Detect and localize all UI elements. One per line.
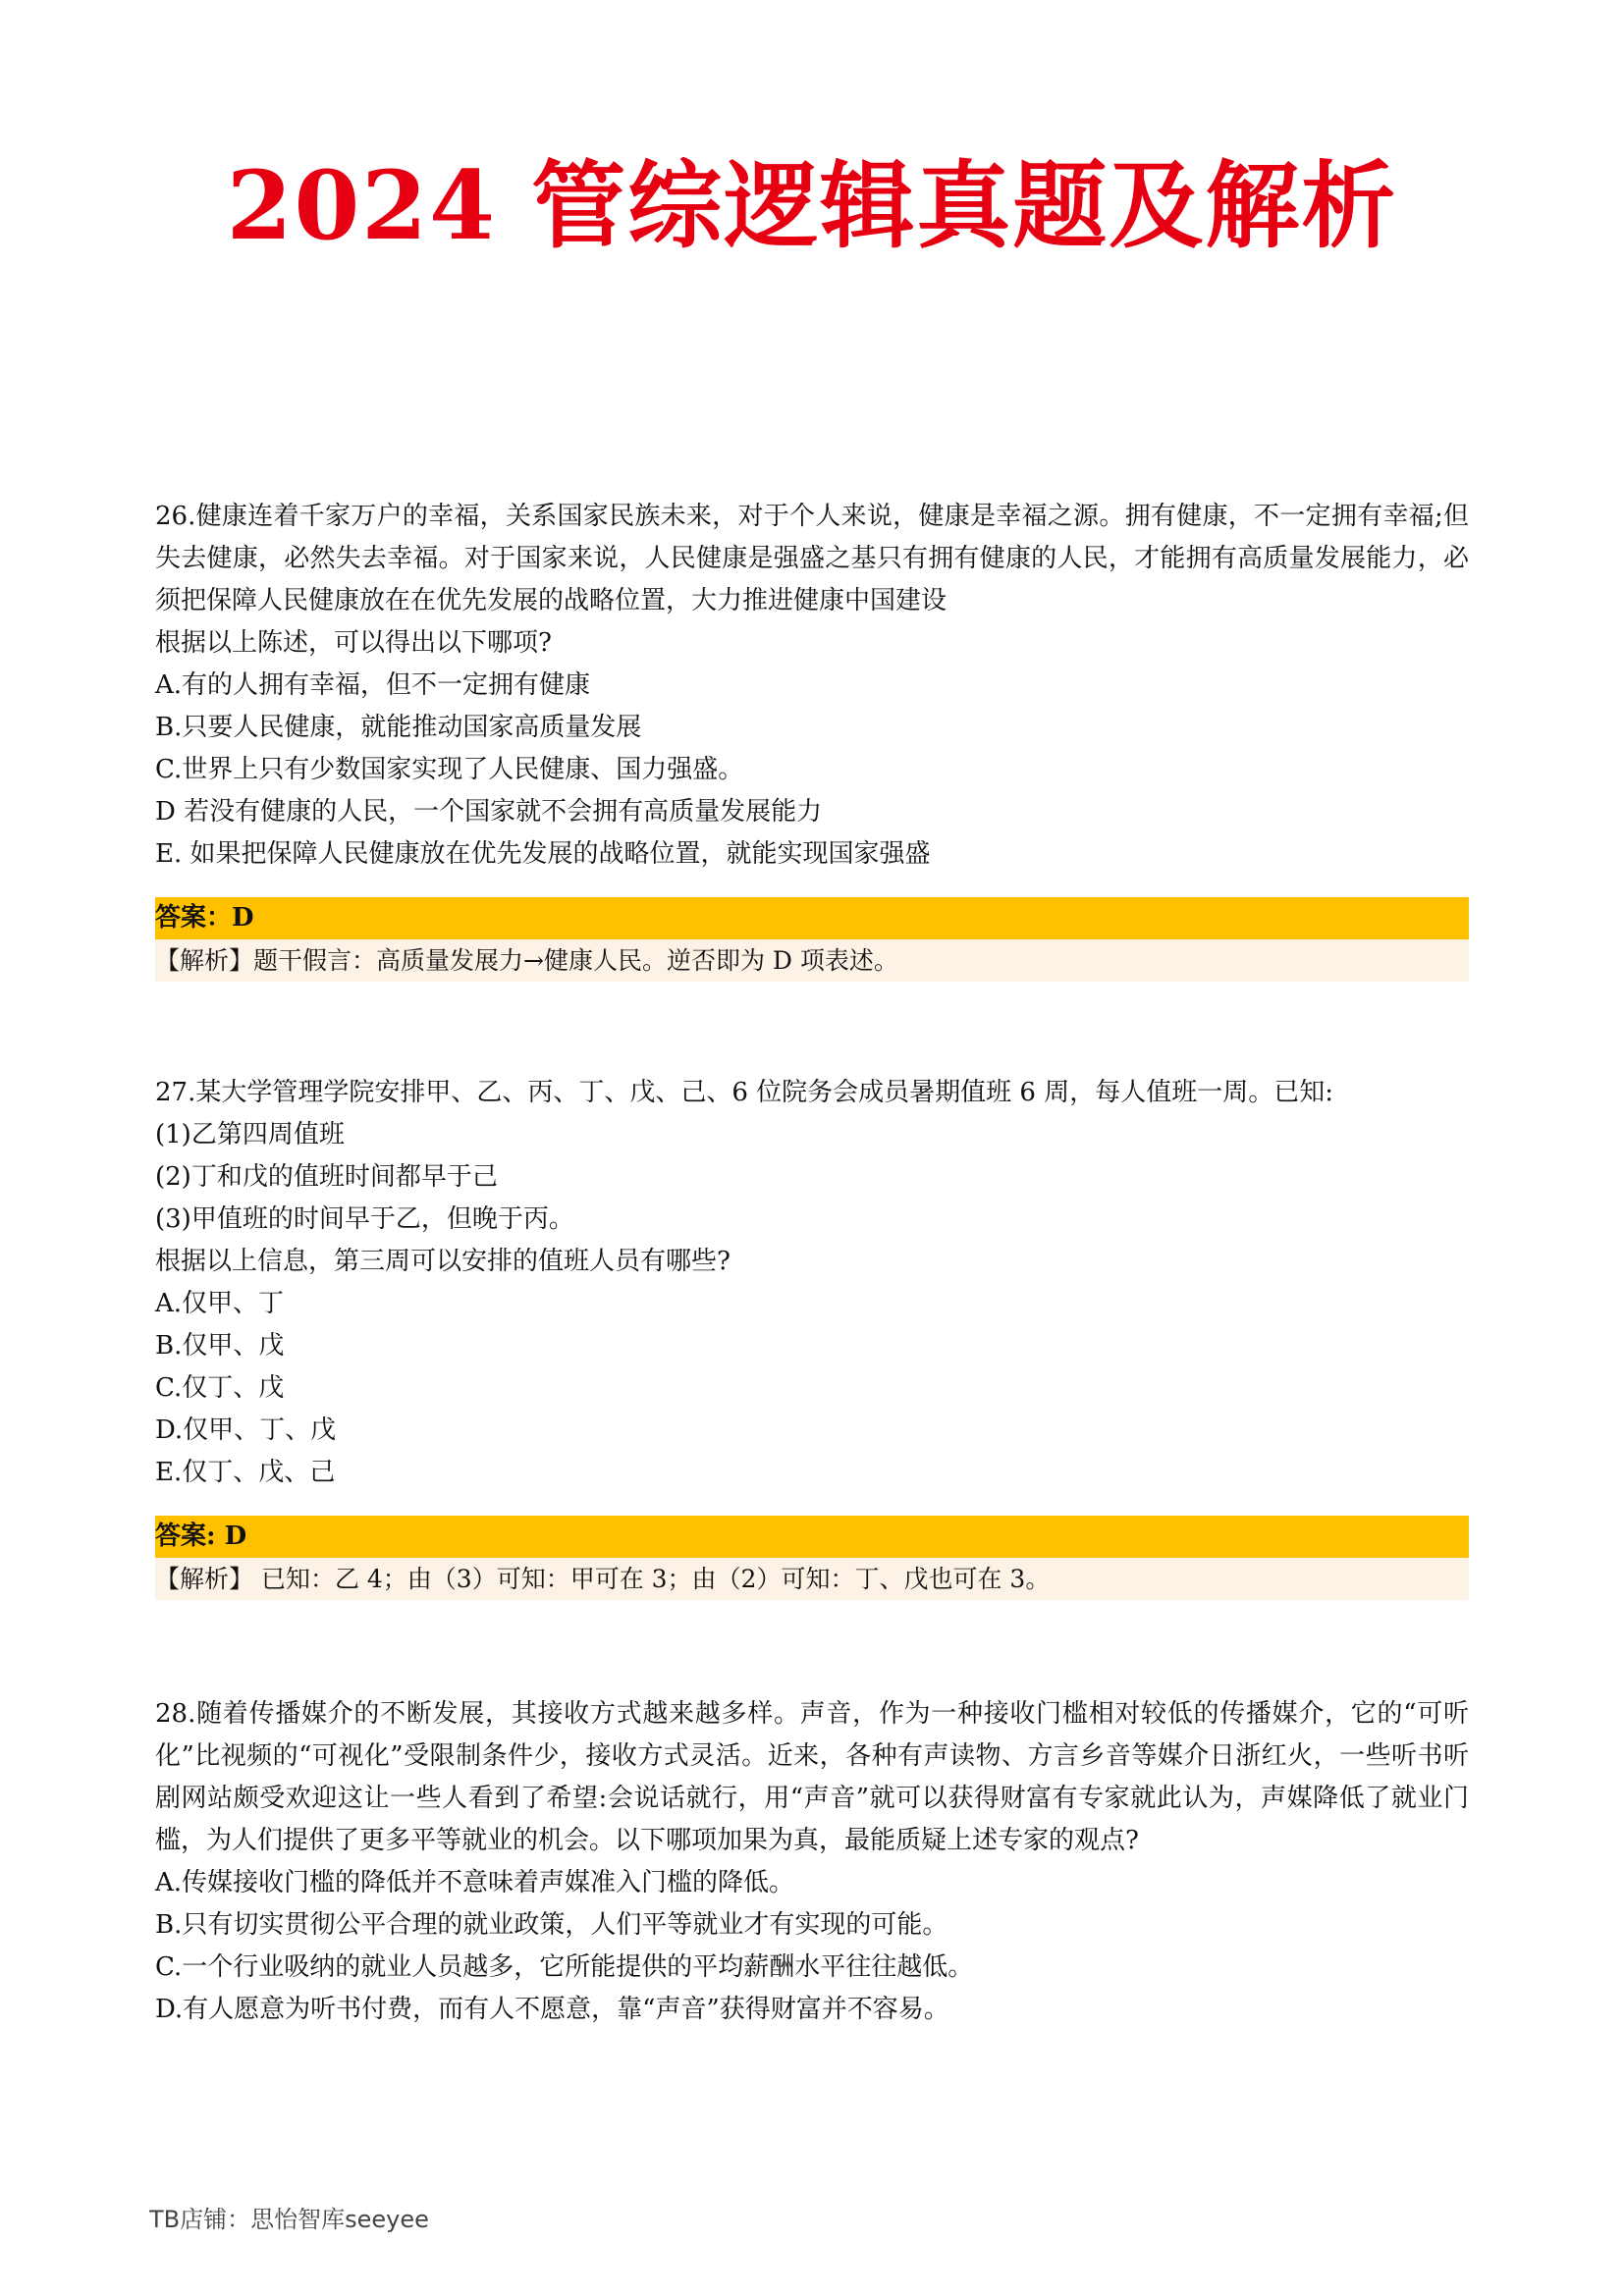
options-list	[155, 1283, 1469, 1494]
question-prompt: 根据以上信息，第三周可以安排的值班人员有哪些?	[155, 1247, 731, 1276]
answer-label: 答案：D	[155, 897, 1469, 939]
option-a: A.有的人拥有幸福，但不一定拥有健康	[155, 670, 591, 700]
option-b: B.仅甲、戊	[155, 1331, 285, 1361]
question-stem: 27.某大学管理学院安排甲、乙、丙、丁、戊、己、6 位院务会成员暑期值班 6 周，每人值班一周。已知:	[155, 1078, 1333, 1107]
option-a: A.传媒接收门槛的降低并不意味着声媒准入门槛的降低。	[155, 1868, 795, 1897]
option-c: C.世界上只有少数国家实现了人民健康、国力强盛。	[155, 755, 744, 784]
answer-box	[155, 1516, 1469, 1600]
options-list	[155, 1862, 1469, 2031]
option-c: C.仅丁、戊	[155, 1373, 285, 1403]
footer-shop-label: TB店铺：思怡智库seeyee	[149, 2206, 429, 2233]
option-d: D.有人愿意为听书付费，而有人不愿意，靠“声音”获得财富并不容易。	[155, 1995, 949, 2024]
analysis-text: 【解析】 已知：乙 4；由（3）可知：甲可在 3；由（2）可知：丁、戊也可在 3。	[155, 1558, 1469, 1600]
question-27	[155, 1072, 1469, 1600]
question-26	[155, 496, 1469, 982]
option-b: B.只有切实贯彻公平合理的就业政策，人们平等就业才有实现的可能。	[155, 1910, 948, 1940]
answer-label: 答案: D	[155, 1516, 1469, 1558]
condition-3: (3)甲值班的时间早于乙，但晚于丙。	[155, 1204, 574, 1234]
analysis-text: 【解析】题干假言：高质量发展力→健康人民。逆否即为 D 项表述。	[155, 939, 1469, 982]
option-b: B.只要人民健康，就能推动国家高质量发展	[155, 713, 642, 742]
option-d: D 若没有健康的人民，一个国家就不会拥有高质量发展能力	[155, 797, 823, 827]
answer-box	[155, 897, 1469, 982]
question-stem: 26.健康连着千家万户的幸福，关系国家民族未来，对于个人来说，健康是幸福之源。拥有健康，不一定拥有幸福;但失去健康，必然失去幸福。对于国家来说，人民健康是强盛之基只有拥有健康的人民，才能拥有高质量发展能力，必须把保障人民健康放在在优先发展的战略位置，大力推进健康中国建设	[155, 502, 1469, 615]
question-28	[155, 1693, 1469, 2031]
condition-1: (1)乙第四周值班	[155, 1120, 345, 1149]
page-title: 2024 管综逻辑真题及解析	[226, 150, 1398, 261]
option-c: C.一个行业吸纳的就业人员越多，它所能提供的平均薪酬水平往往越低。	[155, 1952, 974, 1982]
question-prompt: 根据以上陈述，可以得出以下哪项?	[155, 628, 552, 658]
option-e: E. 如果把保障人民健康放在优先发展的战略位置，就能实现国家强盛	[155, 839, 931, 869]
question-stem: 28.随着传播媒介的不断发展，其接收方式越来越多样。声音，作为一种接收门槛相对较低的传播媒介，它的“可听化”比视频的“可视化”受限制条件少，接收方式灵活。近来，各种有声读物、方言乡音等媒介日浙红火，一些听书听剧网站颇受欢迎这让一些人看到了希望:会说话就行，用“声音”就可以获得财富有专家就此认为，声媒降低了就业门槛，为人们提供了更多平等就业的机会。以下哪项加果为真，最能质疑上述专家的观点?	[155, 1699, 1469, 1855]
options-list	[155, 665, 1469, 876]
condition-2: (2)丁和戊的值班时间都早于己	[155, 1162, 498, 1192]
option-d: D.仅甲、丁、戊	[155, 1415, 337, 1445]
option-a: A.仅甲、丁	[155, 1289, 285, 1318]
option-e: E.仅丁、戊、己	[155, 1458, 336, 1487]
document-body	[155, 496, 1469, 2031]
